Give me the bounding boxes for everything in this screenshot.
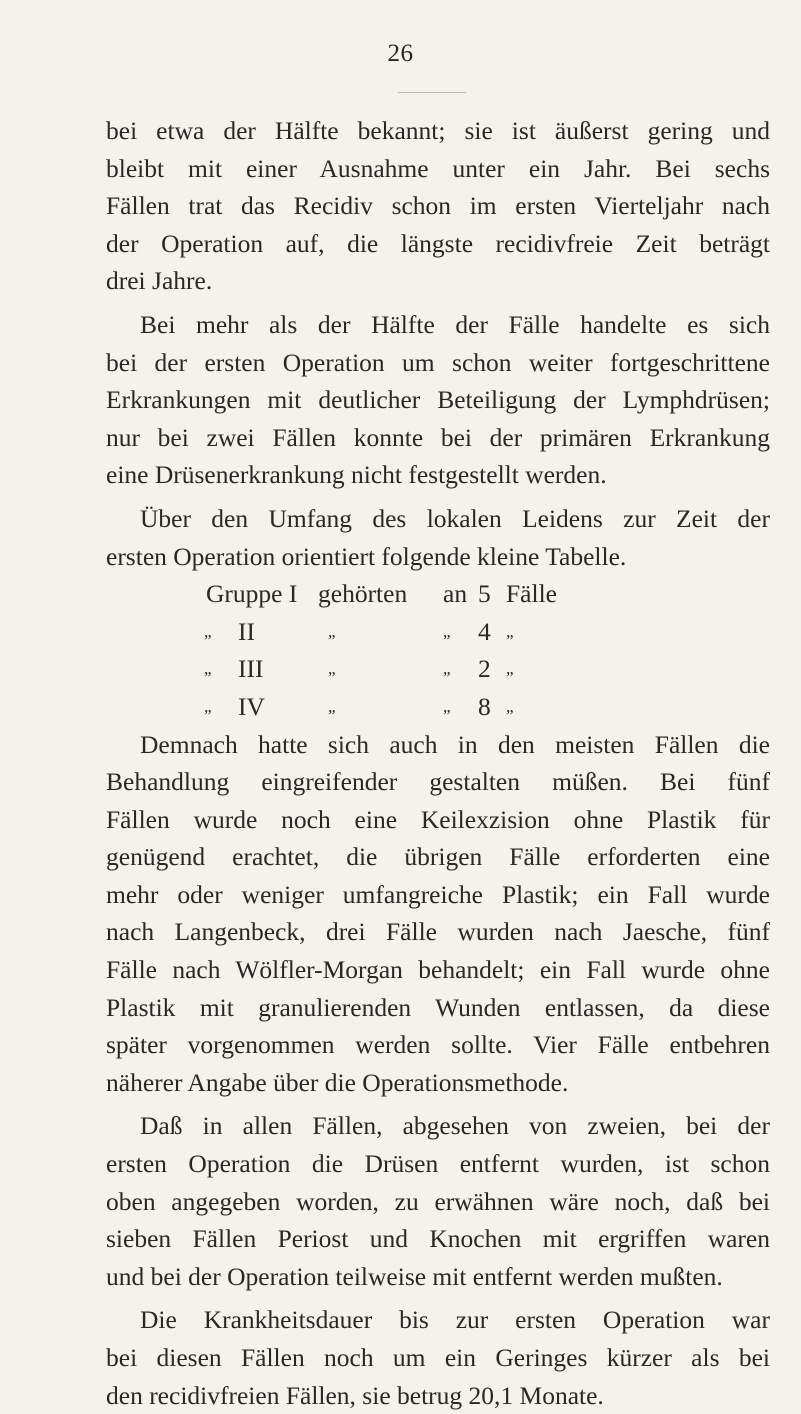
text-line: sieben Fällen Periost und Knochen mit ergriffen waren <box>106 1224 770 1254</box>
ditto-mark: „ <box>506 621 514 641</box>
text-line: eine Drüsenerkrankung nicht festgestellt werden. <box>106 460 607 490</box>
paragraph-treatment <box>106 726 770 1102</box>
text-line: ersten Operation orientiert folgende kleine Tabelle. <box>106 541 627 571</box>
paragraph-duration <box>106 1301 770 1414</box>
text-line: genügend erachtet, die übrigen Fälle erforderten eine <box>106 842 770 872</box>
text-line: bei etwa der Hälfte bekannt; sie ist äußerst gering und <box>106 116 770 145</box>
ditto-mark: „ <box>506 659 514 679</box>
text-line: Erkrankungen mit deutlicher Beteiligung der Lymphdrüsen; <box>106 385 770 415</box>
ditto-mark: „ <box>328 659 336 679</box>
text-line: Bei mehr als der Hälfte der Fälle handelte es sich <box>140 309 770 339</box>
ditto-mark: „ <box>443 696 451 716</box>
text-line: Fälle nach Wölfler-Morgan behandelt; ein Fall wurde ohne <box>106 955 770 985</box>
paragraph-recurrence-time <box>106 112 770 300</box>
text-line: mehr oder weniger umfangreiche Plastik; ein Fall wurde <box>106 879 770 909</box>
table-row <box>204 650 557 688</box>
text-line: später vorgenommen werden sollte. Vier Fälle entbehren <box>106 1030 770 1060</box>
page-number-rule <box>398 92 466 93</box>
ditto-mark: „ <box>204 621 212 641</box>
text-line: bei der ersten Operation um schon weiter fortgeschrittene <box>106 347 770 377</box>
text-line: bei diesen Fällen noch um ein Geringes kürzer als bei <box>106 1343 770 1372</box>
verb-cell: gehörten <box>318 579 408 609</box>
table-row <box>204 575 557 613</box>
table-row <box>204 613 557 651</box>
text-line: nur bei zwei Fällen konnte bei der primären Erkrankung <box>106 422 770 452</box>
ditto-mark: „ <box>328 696 336 716</box>
table-row <box>204 688 557 726</box>
ditto-mark: „ <box>443 621 451 641</box>
text-line: oben angegeben worden, zu erwähnen wäre noch, daß bei <box>106 1186 770 1216</box>
body-text <box>106 112 770 1414</box>
ditto-mark: „ <box>204 659 212 679</box>
text-line: Daß in allen Fällen, abgesehen von zweien, bei der <box>140 1111 770 1141</box>
ditto-mark: „ <box>506 696 514 716</box>
text-line: der Operation auf, die längste recidivfreie Zeit beträgt <box>106 228 770 258</box>
text-line: ersten Operation die Drüsen entfernt wurden, ist schon <box>106 1149 770 1179</box>
group-label: II <box>238 616 255 646</box>
count-cell: 5 <box>478 579 491 609</box>
count-cell: 4 <box>478 616 491 646</box>
ditto-mark: „ <box>204 696 212 716</box>
count-cell: 8 <box>478 691 491 721</box>
text-line: drei Jahre. <box>106 266 213 296</box>
text-line: Plastik mit granulierenden Wunden entlassen, da diese <box>106 992 770 1022</box>
text-line: Fällen trat das Recidiv schon im ersten Vierteljahr nach <box>106 191 770 221</box>
text-line: Die Krankheitsdauer bis zur ersten Operation war <box>140 1305 770 1335</box>
prep-cell: an <box>443 579 468 609</box>
group-label: III <box>238 654 264 684</box>
text-line: Behandlung eingreifender gestalten müßen. Bei fünf <box>106 767 770 797</box>
paragraph-disease-stage <box>106 306 770 494</box>
text-line: den recidivfreien Fällen, sie betrug 20,1 Monate. <box>106 1380 604 1410</box>
text-line: näherer Angabe über die Operationsmethode. <box>106 1067 569 1097</box>
group-label: IV <box>238 691 265 721</box>
group-label: Gruppe I <box>206 579 298 609</box>
noun-cell: Fälle <box>506 579 557 609</box>
text-line: und bei der Operation teilweise mit entfernt werden mußten. <box>106 1261 723 1291</box>
paragraph-glands <box>106 1107 770 1295</box>
ditto-mark: „ <box>443 659 451 679</box>
text-line: Über den Umfang des lokalen Leidens zur Zeit der <box>140 503 770 533</box>
count-cell: 2 <box>478 654 491 684</box>
text-line: Demnach hatte sich auch in den meisten Fällen die <box>140 729 770 759</box>
text-line: Fällen wurde noch eine Keilexzision ohne Plastik für <box>106 804 770 834</box>
text-line: nach Langenbeck, drei Fälle wurden nach Jaesche, fünf <box>106 917 770 947</box>
group-table <box>204 575 557 725</box>
page-number: 26 <box>387 40 414 67</box>
paragraph-table-intro <box>106 500 770 575</box>
ditto-mark: „ <box>328 621 336 641</box>
text-line: bleibt mit einer Ausnahme unter ein Jahr. Bei sechs <box>106 153 770 183</box>
